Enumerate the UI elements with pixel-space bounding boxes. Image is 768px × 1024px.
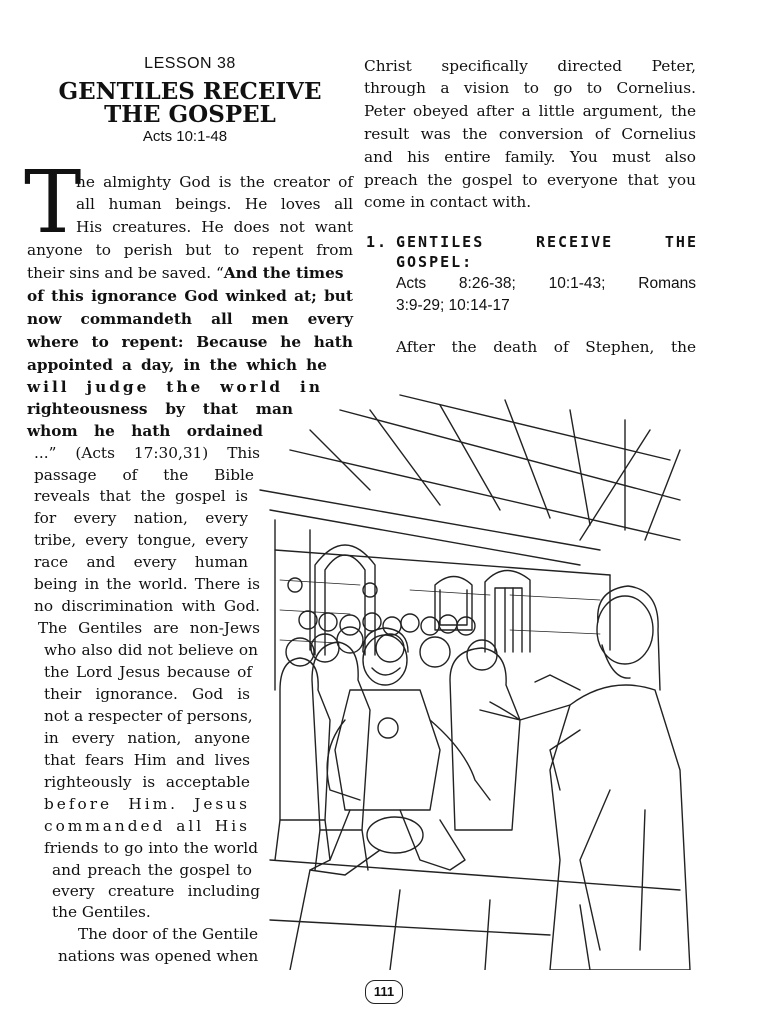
left-line: before Him. Jesus: [44, 795, 250, 813]
scripture-line: will judge the world in: [27, 378, 323, 396]
left-line: every creature including: [52, 882, 260, 900]
right-line: come in contact with.: [364, 193, 532, 211]
scripture-line: whom he hath ordained: [27, 422, 263, 440]
scripture-line: where to repent: Because he hath: [27, 333, 353, 351]
section-title-line-1: GENTILES RECEIVE THE: [396, 233, 698, 251]
lesson-title-line-1: GENTILES RECEIVE: [58, 78, 322, 105]
roof-beams: [260, 395, 680, 565]
scripture-line: righteousness by that man: [27, 400, 293, 418]
left-line: the Gentiles.: [52, 903, 151, 921]
left-line-part: their sins and be saved. “: [27, 264, 224, 282]
right-line: After the death of Stephen, the: [396, 338, 696, 356]
left-line: The door of the Gentile: [78, 925, 259, 943]
left-line: friends to go into the world: [44, 839, 258, 857]
section-refs-line-2: 3:9-29; 10:14-17: [396, 297, 510, 314]
left-line: he almighty God is the creator of: [76, 173, 353, 191]
scripture-line: now commandeth all men every: [27, 310, 353, 328]
left-line: and preach the gospel to: [52, 861, 252, 879]
left-line: [27, 263, 343, 283]
right-line: through a vision to go to Cornelius.: [364, 79, 696, 97]
lesson-reference: Acts 10:1-48: [142, 128, 228, 145]
page-number: [344, 980, 424, 1002]
left-line: His creatures. He does not want: [76, 218, 353, 236]
lesson-title: [40, 80, 340, 126]
drop-cap: T: [24, 153, 82, 253]
section-refs-line-1: Acts 8:26-38; 10:1-43; Romans: [396, 275, 696, 292]
scripture-quote: And the times: [223, 264, 344, 282]
cornelius: [310, 628, 490, 875]
left-line: passage of the Bible: [34, 466, 254, 484]
illustration: [250, 390, 700, 970]
left-line: being in the world. There is: [34, 575, 260, 593]
left-line: in every nation, anyone: [44, 729, 250, 747]
soldiers: [275, 642, 520, 870]
left-line: righteously is acceptable: [44, 773, 250, 791]
lesson-number: LESSON 38: [144, 55, 236, 72]
right-line: preach the gospel to everyone that you: [364, 171, 696, 189]
scripture-line: of this ignorance God winked at; but: [27, 287, 353, 305]
crowd: [286, 578, 497, 670]
peter: [480, 586, 690, 970]
left-line: ...” (Acts 17:30,31) This: [34, 444, 260, 462]
left-line: nations was opened when: [58, 947, 259, 965]
left-line: their ignorance. God is: [44, 685, 250, 703]
left-line: tribe, every tongue, every: [34, 531, 248, 549]
section-heading: [366, 232, 698, 272]
left-line: race and every human: [34, 553, 248, 571]
right-line: Christ specifically directed Peter,: [364, 57, 696, 75]
left-line: who also did not believe on: [44, 641, 258, 659]
section-title-line-2: GOSPEL:: [396, 253, 474, 271]
left-line: for every nation, every: [34, 509, 248, 527]
left-line: all human beings. He loves all: [76, 195, 353, 213]
right-line: result was the conversion of Cornelius: [364, 125, 696, 143]
left-line: reveals that the gospel is: [34, 487, 248, 505]
left-line: not a respecter of persons,: [44, 707, 253, 725]
section-heading-row: [366, 232, 698, 252]
left-line: that fears Him and lives: [44, 751, 250, 769]
left-line: the Lord Jesus because of: [44, 663, 252, 681]
left-line: commanded all His: [44, 817, 250, 835]
scripture-line: appointed a day, in the which he: [27, 356, 327, 374]
right-line: and his entire family. You must also: [364, 148, 696, 166]
right-line: Peter obeyed after a little argument, the: [364, 102, 696, 120]
section-references: [396, 273, 696, 317]
page-number-label: 111: [365, 980, 403, 1004]
section-number: 1.: [366, 233, 389, 251]
left-line: anyone to perish but to repent from: [27, 241, 353, 259]
left-line: The Gentiles are non-Jews: [38, 619, 260, 637]
lesson-title-line-2: THE GOSPEL: [104, 101, 276, 128]
left-line: no discrimination with God.: [34, 597, 260, 615]
